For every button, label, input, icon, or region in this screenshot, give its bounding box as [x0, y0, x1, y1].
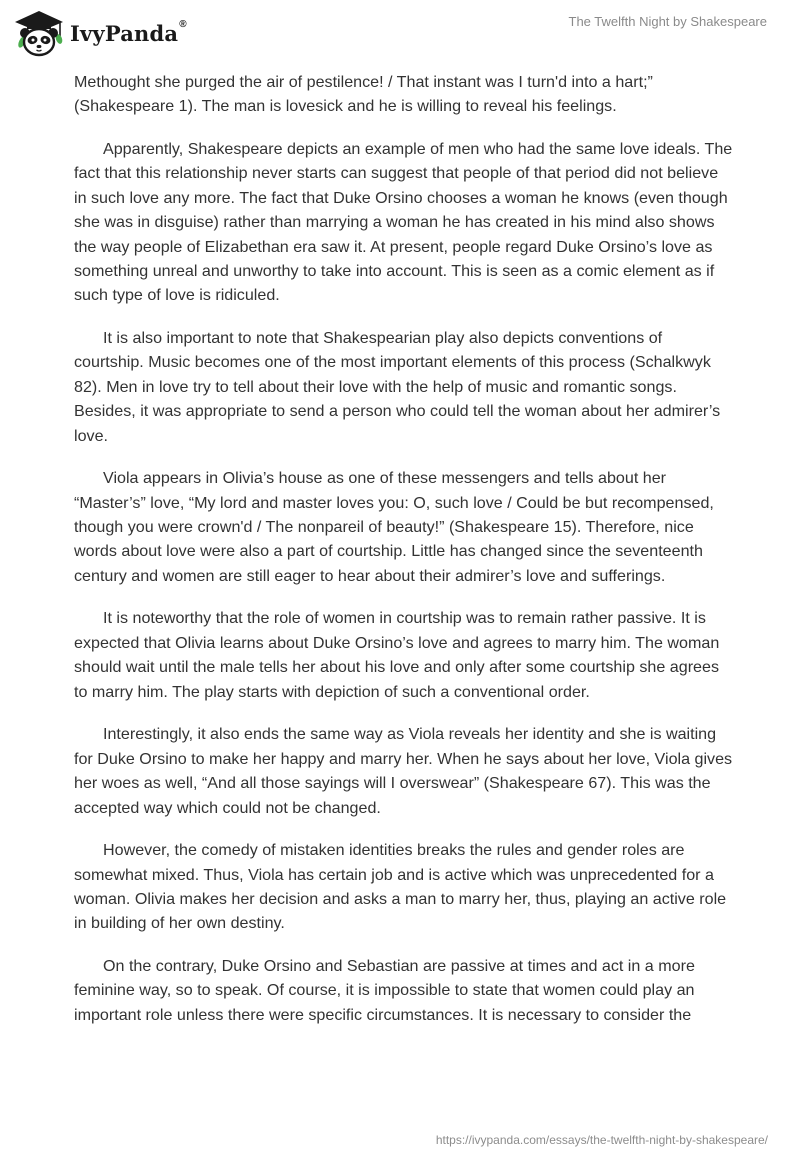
paragraph: However, the comedy of mistaken identities breaks the rules and gender roles are somewhat mixed. Thus, Viola has certain job and is active which was unprecedented for a woman. Olivia makes her decision and asks a man to marry her, thus, playing an active role in building of her own destiny. [74, 841, 727, 933]
source-url[interactable]: https://ivypanda.com/essays/the-twelfth-night-by-shakespeare/ [435, 1133, 768, 1147]
paragraph: It is noteworthy that the role of women in courtship was to remain rather passive. It is expected that Olivia learns about Duke Orsino’s love and agrees to marry him. The woman should wait until the male tells her about his love and only after some courtship she agrees to marry him. The play starts with depiction of such a conventional order. [74, 609, 720, 701]
paragraph: Methought she purged the air of pestilence! / That instant was I turn'd into a hart;” (Shakespeare 1). The man is lovesick and he is willing to reveal his feelings. [74, 73, 653, 116]
paragraph: Apparently, Shakespeare depicts an example of men who had the same love ideals. The fact that this relationship never starts can suggest that people of that period did not believe in such love any more. The fact that Duke Orsino chooses a woman he knows (even though she was in disguise) rather than marrying a woman he has created in his mind also shows the way people of Elizabethan era saw it. At present, people regard Duke Orsino’s love as something unreal and unworthy to take into account. This is seen as a comic element as if such type of love is ridiculed. [74, 140, 733, 305]
paragraph: Viola appears in Olivia’s house as one of these messengers and tells about her “Master’s” love, “My lord and master loves you: O, such love / Could be but recompensed, though you were crown'd / The nonpareil of beauty!” (Shakespeare 15). Therefore, nice words about love were also a part of courtship. Little has changed since the seventeenth century and women are still eager to hear about their admirer’s love and sufferings. [74, 469, 714, 585]
registered-mark: ® [179, 18, 187, 30]
paragraph: On the contrary, Duke Orsino and Sebastian are passive at times and act in a more feminine way, so to speak. Of course, it is impossible to state that women could play an important role unless there were specific circumstances. It is necessary to consider the [74, 956, 695, 1024]
paragraph: Interestingly, it also ends the same way as Viola reveals her identity and she is waiting for Duke Orsino to make her happy and marry her. When he says about her love, Viola gives her woes as well, “And all those sayings will I overswear” (Shakespeare 67). This was the accepted way which could not be changed. [74, 725, 733, 817]
page-header [0, 0, 800, 70]
brand-name: IvyPanda® [70, 18, 187, 46]
ivypanda-logo[interactable] [12, 8, 187, 58]
paragraph: It is also important to note that Shakespearian play also depicts conventions of courtship. Music becomes one of the most important elements of this process (Schalkwyk 82). Men in love try to tell about their love with the help of music and romantic songs. Besides, it was appropriate to send a person who could tell the woman about her admirer’s love. [74, 329, 721, 445]
document-title: The Twelfth Night by Shakespeare [568, 14, 767, 29]
essay-body [74, 70, 734, 1045]
panda-graduate-icon [12, 8, 66, 58]
